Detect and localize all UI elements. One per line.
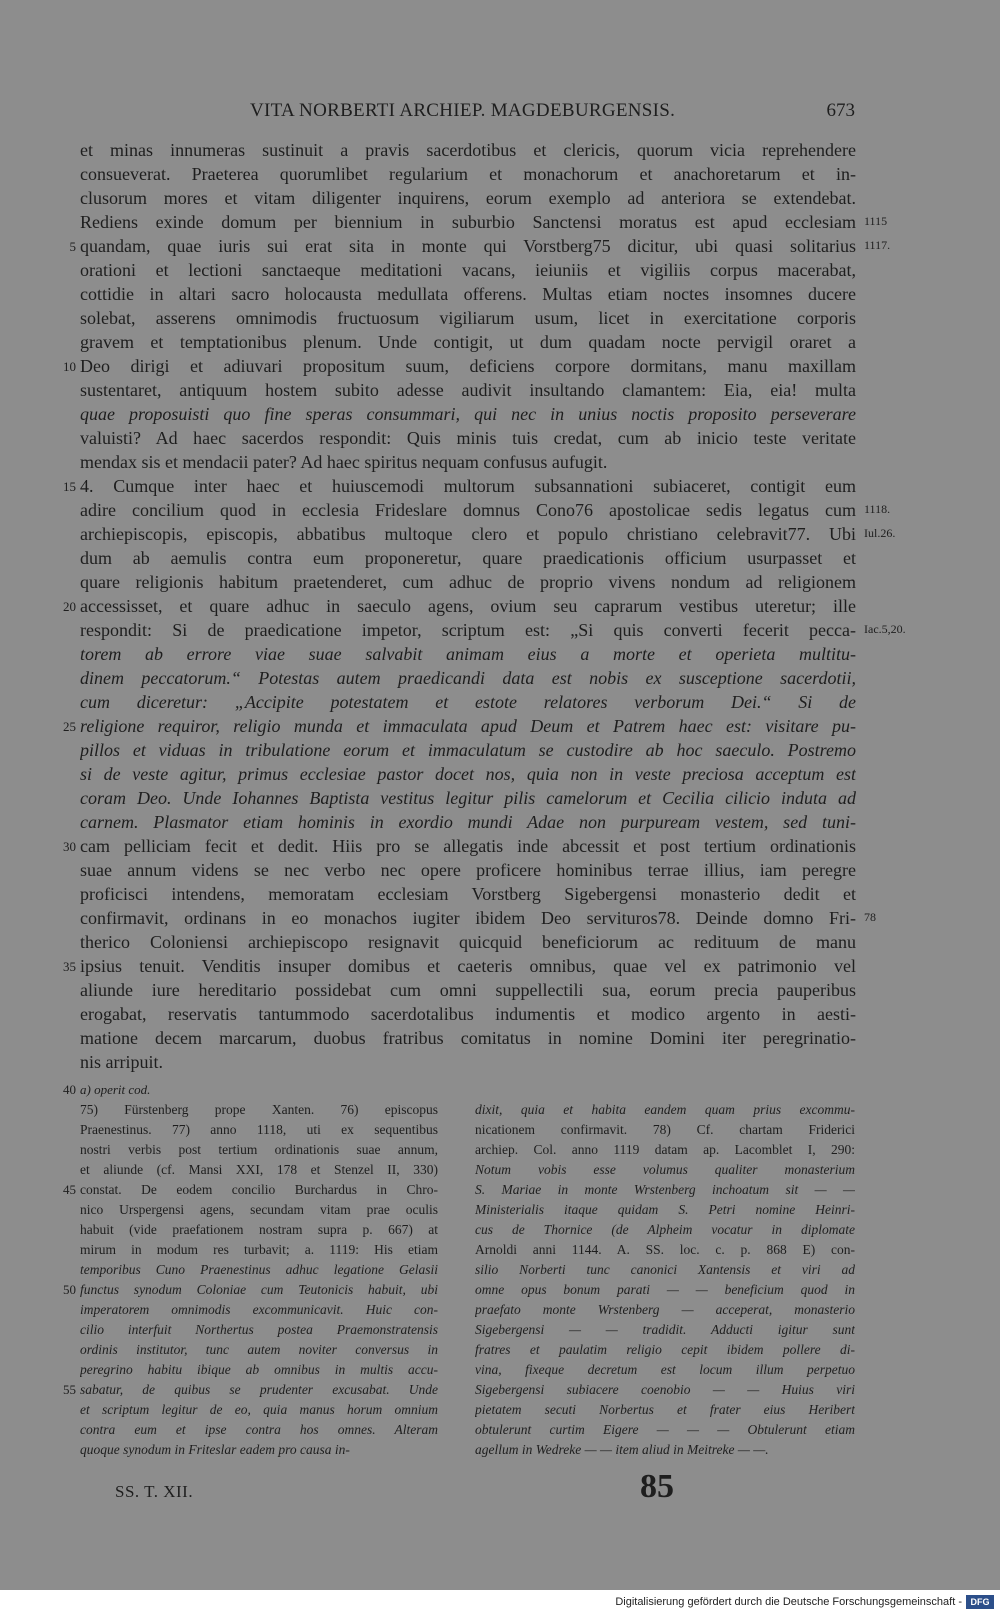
line-text: solebat, asserens omnimodis fructuosum vigiliarum usum, licet in exercitatione corporis (80, 308, 856, 328)
page-number: 673 (826, 100, 855, 121)
line-text: Deo dirigi et adiuvari propositum suum, deficiens corpore dormitans, manu maxillam (80, 356, 856, 376)
text-line (0, 498, 1000, 522)
footnote-line: mirum in modum res turbavit; a. 1119: His etiam (80, 1242, 438, 1257)
footnote-line: dixit, quia et habita eandem quam prius excommu- (475, 1102, 855, 1117)
line-text: sustentaret, antiquum hostem subito adesse audivit insultando clamantem: Eia, eia! multa (80, 380, 856, 400)
footnote-line: et scriptum legitur de eo, quia manus horum omnium (80, 1402, 438, 1417)
line-number: 25 (63, 719, 76, 734)
text-line (0, 522, 1000, 546)
line-text: mendax sis et mendacii pater? Ad haec spiritus nequam confusus aufugit. (80, 452, 608, 472)
footnote-a-text: a) operit cod. (80, 1082, 151, 1097)
line-text: orationi et lectioni sanctaeque meditationi vacans, ieiuniis et vigiliis corpus macerabat, (80, 260, 856, 280)
volume-signature: SS. T. XII. (115, 1482, 194, 1501)
text-line (0, 162, 1000, 186)
text-line (0, 834, 1000, 858)
text-line (0, 1050, 1000, 1074)
margin-note: 1118. (864, 502, 891, 516)
text-line (0, 570, 1000, 594)
text-line (0, 1002, 1000, 1026)
footnote-line: Sigebergensi subiacere coenobio — — Huius viri (475, 1382, 855, 1397)
funding-label: Digitalisierung gefördert durch die Deutsche Forschungsgemeinschaft - (615, 1596, 962, 1608)
footnote-line: et aliunde (cf. Mansi XXI, 178 et Stenzel II, 330) (80, 1162, 438, 1177)
footer-bar (0, 1590, 1000, 1616)
footnote-a (80, 1080, 150, 1100)
footnote-line: S. Mariae in monte Wrstenberg inchoatum sit — — (475, 1182, 855, 1197)
text-line (0, 978, 1000, 1002)
line-text: valuisti? Ad haec sacerdos respondit: Quis minis tuis credat, cum ab inicio teste veritate (80, 428, 856, 448)
line-text: gravem et temptationibus plenum. Unde contigit, ut dum quadam nocte pervigil oraret a (80, 332, 856, 352)
text-line (0, 234, 1000, 258)
line-text: religione requiror, religio munda et immaculata apud Deum et Patrem haec est: visitare pu- (80, 716, 856, 736)
footnote-line: silio Norberti tunc canonici Xantensis et viri ad (475, 1262, 855, 1277)
text-line (0, 810, 1000, 834)
text-line (0, 138, 1000, 162)
footnote-line: Ministerialis itaque quidam S. Petri nomine Heinri- (475, 1202, 855, 1217)
line-text: therico Coloniensi archiepiscopo resignavit quicquid beneficiorum ac redituum de manu (80, 932, 856, 952)
text-line (0, 426, 1000, 450)
line-number: 45 (63, 1182, 76, 1197)
text-line (0, 930, 1000, 954)
line-number: 10 (63, 359, 76, 374)
line-number: 15 (63, 479, 76, 494)
line-text: erogabat, reservatis tantummodo sacerdotalibus indumentis et modico argento in aesti- (80, 1004, 856, 1024)
footnotes-left-column (80, 1100, 438, 1460)
footnote-line: praefato monte Wrstenberg — acceperat, monasterio (475, 1302, 855, 1317)
margin-note: Iac.5,20. (864, 622, 906, 636)
footnote-line: cilio interfuit Northertus postea Praemonstratensis (80, 1322, 438, 1337)
footnote-line: 75) Fürstenberg prope Xanten. 76) episcopus (80, 1102, 438, 1117)
footnote-line: cus de Thornice (de Alpheim vocatur in diplomate (475, 1222, 855, 1237)
line-text: carnem. Plasmator etiam hominis in exordio mundi Adae non purpuream vestem, sed tuni- (80, 812, 856, 832)
line-number: 30 (63, 839, 76, 854)
text-line (0, 666, 1000, 690)
line-number: 20 (63, 599, 76, 614)
text-line (0, 714, 1000, 738)
footnote-line: pietatem secuti Norbertus et frater eius Heribert (475, 1402, 855, 1417)
text-line (0, 258, 1000, 282)
text-line (0, 354, 1000, 378)
line-text: quae proposuisti quo fine speras consummari, qui nec in unius noctis proposito perseverare (80, 404, 856, 424)
running-title: VITA NORBERTI ARCHIEP. MAGDEBURGENSIS. (250, 100, 676, 121)
footnote-line: functus synodum Coloniae cum Teutonicis habuit, ubi (80, 1282, 438, 1297)
footnote-line: quoque synodum in Friteslar eadem pro causa in- (80, 1442, 350, 1457)
text-line (0, 954, 1000, 978)
line-text: quandam, quae iuris sui erat sita in monte qui Vorstberg75 dicitur, ubi quasi solitarius (80, 236, 856, 256)
margin-note: Iul.26. (864, 526, 896, 540)
footnote-line: nico Urspergensi agens, secundam vitam prae oculis (80, 1202, 438, 1217)
footnote-line: constat. De eodem concilio Burchardus in Chro- (80, 1182, 438, 1197)
text-line (0, 546, 1000, 570)
text-line (0, 738, 1000, 762)
line-text: respondit: Si de praedicatione impetor, scriptum est: „Si quis converti fecerit pecca- (80, 620, 856, 640)
text-line (0, 762, 1000, 786)
line-text: cum diceretur: „Accipite potestatem et estote relatores verborum Dei.“ Si de (80, 692, 856, 712)
footnote-line: fratres et paulatim religio cepit ibidem pollere di- (475, 1342, 855, 1357)
line-number: 50 (63, 1282, 76, 1297)
footnotes-right-column (475, 1100, 855, 1460)
margin-note: 1117. (864, 238, 891, 252)
line-text: adire concilium quod in ecclesia Frideslare domnus Cono76 apostolicae sedis legatus cum (80, 500, 856, 520)
footnote-line: obtulerunt curtim Eigere — — — Obtulerunt etiam (475, 1422, 855, 1437)
footnote-line: vina, fixeque decretum est locum illum perpetuo (475, 1362, 855, 1377)
footnote-line: archiep. Col. anno 1119 datam ap. Lacomblet I, 290: (475, 1142, 855, 1157)
text-line (0, 474, 1000, 498)
line-text: Rediens exinde domum per biennium in suburbio Sanctensi moratus est apud ecclesiam (80, 212, 856, 232)
text-line (0, 186, 1000, 210)
text-line (0, 330, 1000, 354)
margin-note: 78 (864, 910, 876, 924)
line-text: suae annum videns se nec verbo nec opere proficere hominibus terrae illius, iam peregre (80, 860, 856, 880)
text-line (0, 642, 1000, 666)
text-line (0, 594, 1000, 618)
footnote-line: imperatorem omnimodis excommunicavit. Huic con- (80, 1302, 438, 1317)
line-text: dum ab aemulis contra eum proponeretur, quare praedicationis officium usurpasset et (80, 548, 856, 568)
text-line (0, 618, 1000, 642)
footnote-line: peregrino habitu ibique ab omnibus in multis accu- (80, 1362, 438, 1377)
line-text: ipsius tenuit. Venditis insuper domibus et caeteris omnibus, quae vel ex patrimonio vel (80, 956, 856, 976)
text-line (0, 378, 1000, 402)
line-text: nis arripuit. (80, 1052, 163, 1072)
footnote-line: Praenestinus. 77) anno 1118, uti ex sequentibus (80, 1122, 438, 1137)
running-head (80, 100, 855, 126)
line-text: archiepiscopis, episcopis, abbatibus multoque clero et populo christiano celebravit77. Ubi (80, 524, 856, 544)
line-number: 5 (69, 239, 76, 254)
text-line (0, 858, 1000, 882)
text-line (0, 210, 1000, 234)
line-text: coram Deo. Unde Iohannes Baptista vestitus legitur pilis camelorum et Cecilia cilicio induta ad (80, 788, 856, 808)
text-line (0, 906, 1000, 930)
line-text: quare religionis habitum praetenderet, cum adhuc de proprio vivens nondum ad religionem (80, 572, 856, 592)
footnote-line: omne opus bonum parati — — beneficium quod in (475, 1282, 855, 1297)
text-line (0, 1026, 1000, 1050)
text-line (0, 690, 1000, 714)
footnote-line: habuit (vide praefationem nostram supra p. 667) at (80, 1222, 438, 1237)
footnote-line: contra eum et ipse contra hos omnes. Alteram (80, 1422, 438, 1437)
main-text-block (0, 138, 1000, 1074)
line-text: proficisci intendens, memoratam ecclesiam Vorstberg Sigebergensi monasterio dedit et (80, 884, 856, 904)
line-text: pillos et viduas in tribulatione eorum et immaculatum se custodire ab hoc saeculo. Postremo (80, 740, 856, 760)
text-line (0, 450, 1000, 474)
line-number: 55 (63, 1382, 76, 1397)
line-number: 35 (63, 959, 76, 974)
text-line (0, 402, 1000, 426)
line-text: accessisset, et quare adhuc in saeculo agens, ovium seu caprarum vestibus uteretur; ille (80, 596, 856, 616)
line-text: matione decem marcarum, duobus fratribus comitatus in nomine Domini iter peregrinatio- (80, 1028, 856, 1048)
text-line (0, 282, 1000, 306)
line-text: et minas innumeras sustinuit a pravis sacerdotibus et clericis, quorum vicia reprehendere (80, 140, 856, 160)
line-text: 4. Cumque inter haec et huiuscemodi multorum subsannationi subiaceret, contigit eum (80, 476, 856, 496)
footnote-line: sabatur, de quibus se prudenter excusabat. Unde (80, 1382, 438, 1397)
line-text: torem ab errore viae suae salvabit animam eius a morte et operieta multitu- (80, 644, 856, 664)
text-line (0, 786, 1000, 810)
footnote-line: ordinis institutor, tunc autem noviter conversus in (80, 1342, 438, 1357)
text-line (0, 306, 1000, 330)
margin-note: 1115 (864, 214, 888, 228)
line-text: consueverat. Praeterea quorumlibet regularium et monachorum et anachoretarum et in- (80, 164, 856, 184)
line-text: cam pelliciam fecit et dedit. Hiis pro se allegatis inde abcessit et post tertium ordinationis (80, 836, 856, 856)
line-text: clusorum mores et vitam diligenter inquirens, eorum exemplo ad anteriora se extendebat. (80, 188, 856, 208)
sheet-number: 85 (640, 1468, 674, 1505)
line-text: confirmavit, ordinans in eo monachos iugiter ibidem Deo servituros78. Deinde domno Fri- (80, 908, 856, 928)
footnote-line: Notum vobis esse volumus qualiter monasterium (475, 1162, 855, 1177)
text-line (0, 882, 1000, 906)
footnote-line: Sigebergensi — — tradidit. Adducti igitur sunt (475, 1322, 855, 1337)
line-number: 40 (63, 1082, 76, 1097)
footnote-line: agellum in Wedreke — — item aliud in Meitreke — —. (475, 1442, 769, 1457)
footnote-line: nostri verbis post tertium ordinationis suae annum, (80, 1142, 438, 1157)
footnote-line: nicationem confirmavit. 78) Cf. chartam Friderici (475, 1122, 855, 1137)
line-text: aliunde iure hereditario possidebat cum omni suppellectili sua, eorum precia pauperibus (80, 980, 856, 1000)
dfg-logo-icon[interactable]: DFG (966, 1595, 994, 1609)
line-text: dinem peccatorum.“ Potestas autem praedicandi data est nobis ex susceptione sacerdotii, (80, 668, 856, 688)
footnote-line: Arnoldi anni 1144. A. SS. loc. c. p. 868 E) con- (475, 1242, 855, 1257)
footnote-line: temporibus Cuno Praenestinus adhuc legatione Gelasii (80, 1262, 438, 1277)
line-text: cottidie in altari sacro holocausta medullata offerens. Multas etiam noctes insomnes ducere (80, 284, 856, 304)
line-text: si de veste agitur, primus ecclesiae pastor docet nos, quia non in veste preciosa acceptum est (80, 764, 856, 784)
